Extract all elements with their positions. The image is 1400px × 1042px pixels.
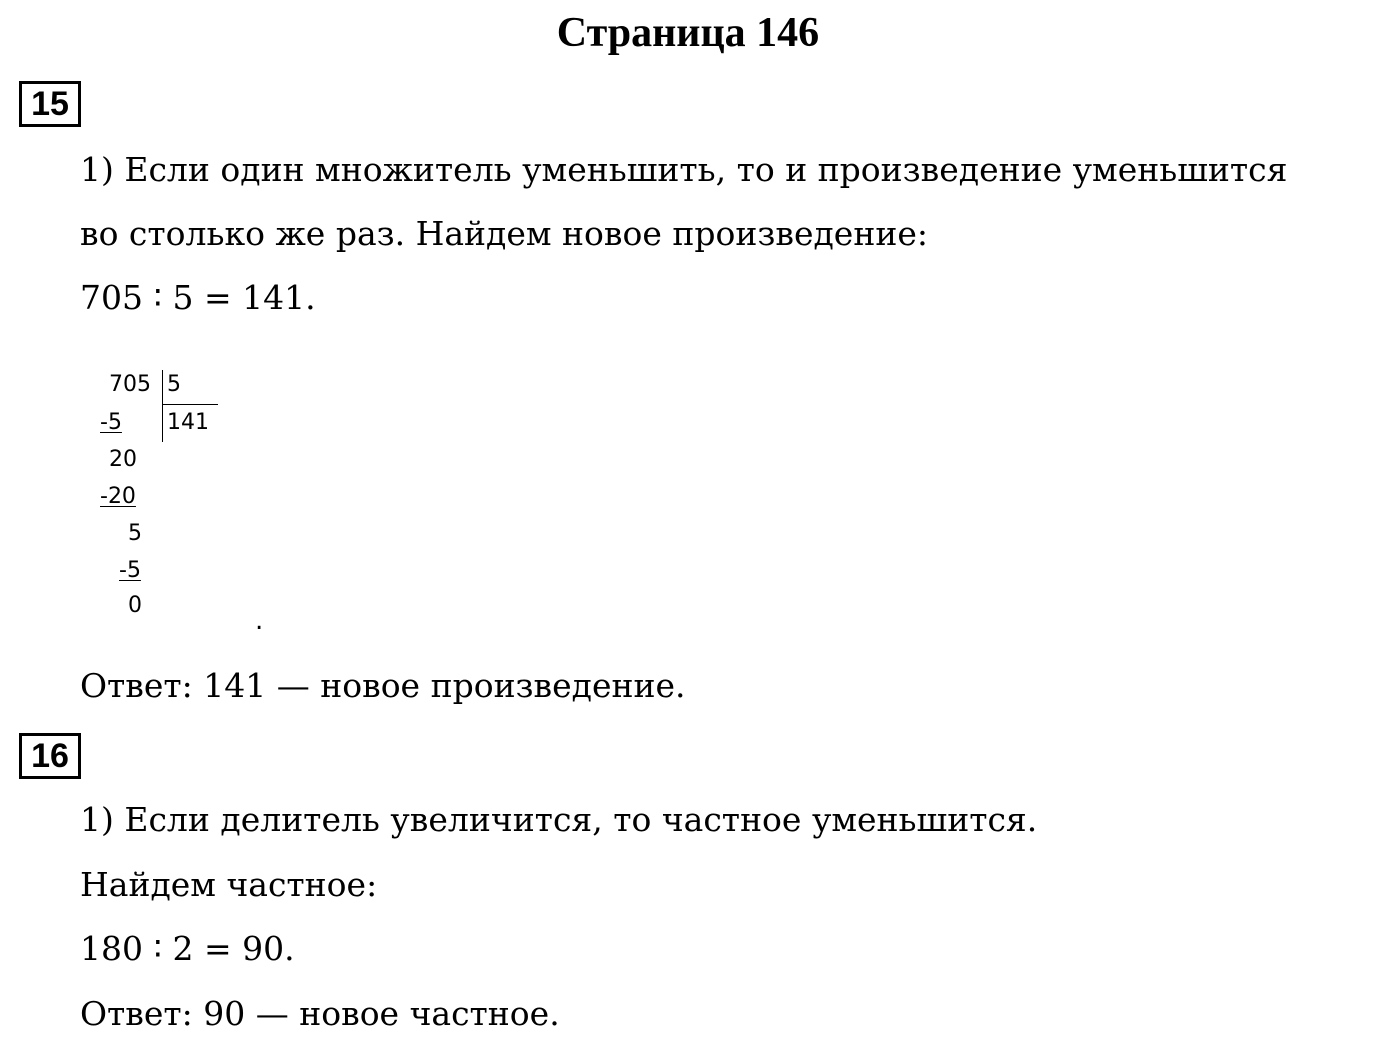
- division-step: -20: [100, 484, 136, 509]
- task-16-line-3: 180 ∶ 2 = 90.: [80, 929, 295, 968]
- task-16-answer: Ответ: 90 — новое частное.: [80, 994, 560, 1033]
- division-dividend: 705: [109, 372, 151, 397]
- task-number-15: 15: [19, 81, 81, 127]
- division-quotient: 141: [167, 410, 209, 435]
- task-number-16: 16: [19, 733, 81, 779]
- division-step: 0: [128, 593, 142, 618]
- task-15-line-2: во столько же раз. Найдем новое произведение:: [80, 214, 928, 253]
- division-step: 20: [109, 447, 137, 472]
- task-16-line-1: 1) Если делитель увеличится, то частное уменьшится.: [80, 800, 1038, 839]
- division-step: -5: [119, 558, 141, 583]
- trailing-dot: .: [255, 606, 264, 636]
- task-15-answer: Ответ: 141 — новое произведение.: [80, 666, 686, 705]
- division-step: -5: [100, 410, 122, 435]
- division-step: 5: [128, 521, 142, 546]
- task-15-line-1: 1) Если один множитель уменьшить, то и произведение уменьшится: [80, 150, 1288, 189]
- division-horizontal-line: [162, 404, 218, 405]
- task-16-line-2: Найдем частное:: [80, 865, 378, 904]
- division-divisor: 5: [167, 372, 181, 397]
- long-division: [95, 366, 275, 636]
- page-title: Страница 146: [556, 10, 820, 56]
- task-15-line-3: 705 ∶ 5 = 141.: [80, 278, 316, 317]
- division-vertical-line: [162, 370, 163, 442]
